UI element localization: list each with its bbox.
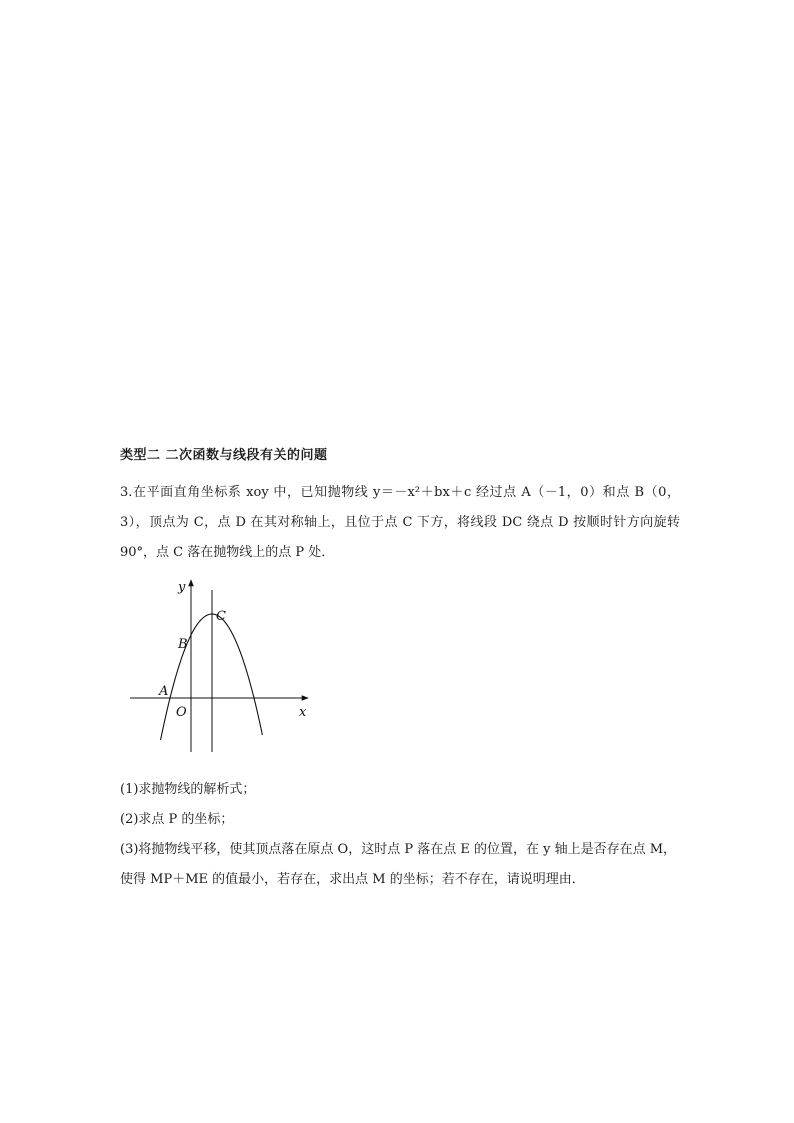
y-axis-label: y xyxy=(178,580,186,595)
point-a-label: A xyxy=(159,684,169,699)
parabola-figure xyxy=(126,574,316,754)
problem-text: 3.在平面直角坐标系 xoy 中，已知抛物线 y＝－x²＋bx＋c 经过点 A（－1，0）和点 B（0，3），顶点为 C，点 D 在其对称轴上，且位于点 C 下方，将线段 DC 绕点 D 按顺时针方向旋转 90°，点 C 落在抛物线上的点 P 处． xyxy=(120,485,680,560)
question-3: (3)将抛物线平移，使其顶点落在原点 O，这时点 P 落在点 E 的位置，在 y 轴上是否存在点 M，使得 MP＋ME 的值最小，若存在，求出点 M 的坐标；若不存在，请说明理由． xyxy=(120,842,677,887)
parabola-curve xyxy=(161,614,263,740)
section-title: 类型二 二次函数与线段有关的问题 xyxy=(120,448,328,463)
point-b-label: B xyxy=(178,637,188,652)
x-axis-label: x xyxy=(299,705,307,720)
origin-label: O xyxy=(176,705,187,720)
question-list xyxy=(120,775,680,895)
parabola-diagram xyxy=(126,574,316,754)
question-1: (1)求抛物线的解析式； xyxy=(120,782,256,797)
question-2: (2)求点 P 的坐标； xyxy=(120,812,234,827)
point-c-label: C xyxy=(216,609,226,624)
problem-statement xyxy=(120,478,680,568)
